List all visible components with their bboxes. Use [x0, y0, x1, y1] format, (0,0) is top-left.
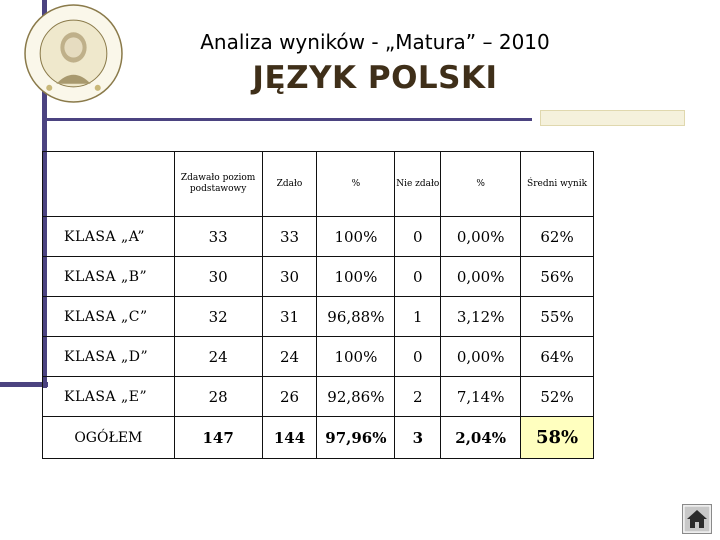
table-cell: 55%	[521, 297, 594, 337]
table-header-row	[43, 152, 594, 217]
row-label: KLASA „D”	[43, 337, 175, 377]
table-cell: 100%	[317, 257, 395, 297]
header-cell-passed: Zdało	[262, 152, 317, 217]
table-cell: 30	[262, 257, 317, 297]
total-cell: 144	[262, 417, 317, 459]
table-cell: 92,86%	[317, 377, 395, 417]
row-label: KLASA „E”	[43, 377, 175, 417]
header-cell-failed: Nie zdało	[395, 152, 441, 217]
total-average-highlight: 58%	[521, 417, 594, 459]
results-table	[42, 151, 594, 459]
total-cell: 2,04%	[441, 417, 521, 459]
decorative-box	[540, 110, 685, 126]
table-cell: 31	[262, 297, 317, 337]
header-cell-pass-percent: %	[317, 152, 395, 217]
table-cell: 0	[395, 217, 441, 257]
table-cell: 62%	[521, 217, 594, 257]
table-cell: 26	[262, 377, 317, 417]
title-divider-line	[42, 118, 532, 121]
table-cell: 0	[395, 257, 441, 297]
table-row	[43, 377, 594, 417]
bottom-accent-line	[0, 382, 48, 387]
table-cell: 1	[395, 297, 441, 337]
table-cell: 3,12%	[441, 297, 521, 337]
total-cell: 147	[174, 417, 262, 459]
table-cell: 32	[174, 297, 262, 337]
table-cell: 24	[262, 337, 317, 377]
table-row	[43, 217, 594, 257]
total-cell: 3	[395, 417, 441, 459]
row-label: KLASA „A”	[43, 217, 175, 257]
table-cell: 24	[174, 337, 262, 377]
table-cell: 33	[262, 217, 317, 257]
table-cell: 64%	[521, 337, 594, 377]
table-cell: 0,00%	[441, 217, 521, 257]
home-nav-icon[interactable]	[682, 504, 712, 534]
header-cell-empty	[43, 152, 175, 217]
table-cell: 100%	[317, 337, 395, 377]
row-label: KLASA „B”	[43, 257, 175, 297]
header-cell-took-basic: Zdawało poziom podstawowy	[174, 152, 262, 217]
row-label: KLASA „C”	[43, 297, 175, 337]
total-label: OGÓŁEM	[43, 417, 175, 459]
table-cell: 0	[395, 337, 441, 377]
table-row	[43, 337, 594, 377]
table-cell: 56%	[521, 257, 594, 297]
table-cell: 28	[174, 377, 262, 417]
header-cell-average: Średni wynik	[521, 152, 594, 217]
school-seal-logo	[23, 3, 124, 104]
table-cell: 52%	[521, 377, 594, 417]
table-cell: 7,14%	[441, 377, 521, 417]
table-row	[43, 297, 594, 337]
page-subtitle: Analiza wyników - „Matura” – 2010	[200, 30, 550, 54]
total-cell: 97,96%	[317, 417, 395, 459]
table-cell: 0,00%	[441, 257, 521, 297]
header-cell-fail-percent: %	[441, 152, 521, 217]
table-cell: 0,00%	[441, 337, 521, 377]
table-cell: 96,88%	[317, 297, 395, 337]
table-total-row	[43, 417, 594, 459]
table-cell: 30	[174, 257, 262, 297]
page-title: JĘZYK POLSKI	[252, 60, 498, 96]
table-cell: 33	[174, 217, 262, 257]
table-cell: 2	[395, 377, 441, 417]
table-row	[43, 257, 594, 297]
table-cell: 100%	[317, 217, 395, 257]
